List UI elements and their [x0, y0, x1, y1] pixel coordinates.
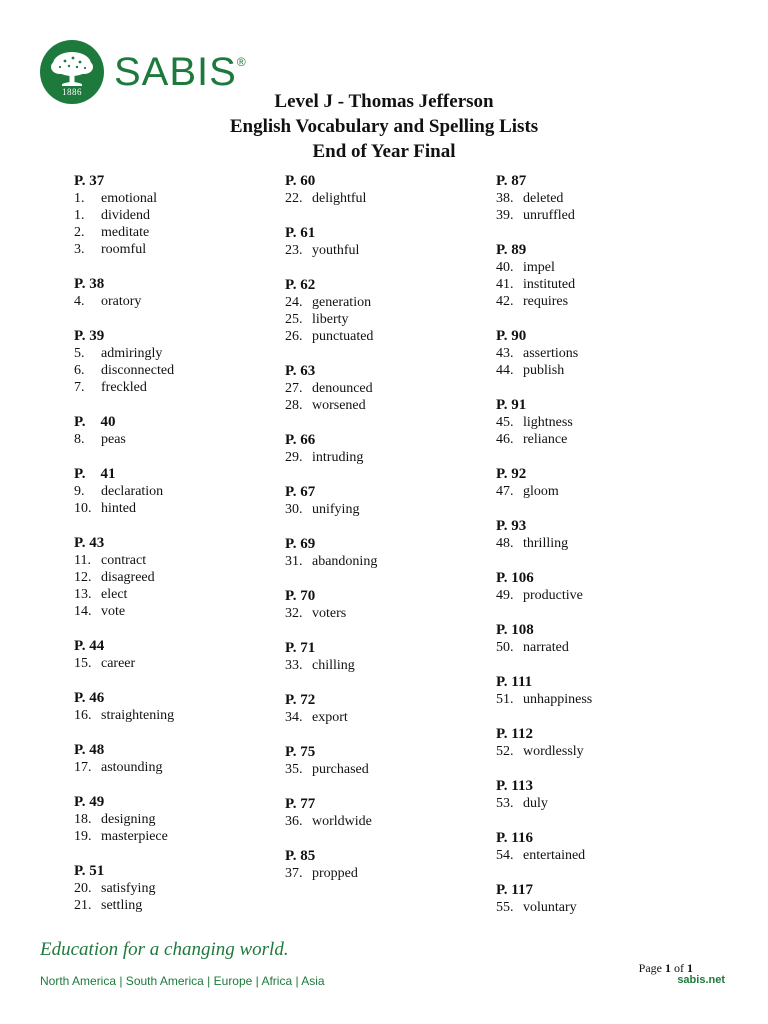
vocab-word: entertained — [523, 848, 586, 863]
vocab-word: oratory — [101, 294, 142, 309]
vocab-word: publish — [523, 363, 565, 378]
page-reference: P. 112 — [496, 726, 533, 742]
word-column-3 — [496, 172, 696, 933]
vocab-item — [285, 190, 475, 207]
vocab-word: admiringly — [101, 346, 163, 361]
page-section — [74, 793, 264, 845]
page-reference: P. 91 — [496, 397, 527, 413]
page-reference: P. 87 — [496, 173, 527, 189]
vocab-item — [285, 380, 475, 397]
item-number: 50. — [496, 640, 514, 655]
vocab-word: straightening — [101, 708, 175, 723]
item-number: 16. — [74, 708, 92, 723]
item-number: 29. — [285, 450, 303, 465]
vocab-item — [496, 639, 696, 656]
page-reference: P. 60 — [285, 173, 316, 189]
vocab-item — [74, 431, 264, 448]
vocab-word: lightness — [523, 415, 573, 430]
page-reference: P. 116 — [496, 830, 533, 846]
page-section — [74, 637, 264, 672]
page-section — [74, 534, 264, 620]
item-number: 13. — [74, 587, 92, 602]
vocab-item — [74, 500, 264, 517]
item-number: 8. — [74, 432, 85, 447]
word-column-1 — [74, 172, 264, 931]
item-number: 51. — [496, 692, 514, 707]
vocab-item — [285, 311, 475, 328]
page-section — [74, 413, 264, 448]
page-section — [285, 691, 475, 726]
page-section — [74, 275, 264, 310]
item-number: 22. — [285, 191, 303, 206]
page-reference: P. 71 — [285, 640, 316, 656]
vocab-item — [496, 276, 696, 293]
page-section — [496, 829, 696, 864]
vocab-item — [285, 294, 475, 311]
page-reference: P. 117 — [496, 882, 533, 898]
vocab-item — [496, 535, 696, 552]
page-section — [285, 743, 475, 778]
vocab-word: unruffled — [523, 208, 575, 223]
vocab-word: voluntary — [523, 900, 577, 915]
item-number: 31. — [285, 554, 303, 569]
page-reference: P. 67 — [285, 484, 316, 500]
page-section — [496, 465, 696, 500]
vocab-item — [74, 552, 264, 569]
item-number: 15. — [74, 656, 92, 671]
item-number: 27. — [285, 381, 303, 396]
footer-website: sabis.net — [677, 974, 725, 986]
page-section — [496, 327, 696, 379]
page-section — [496, 569, 696, 604]
vocab-item — [74, 224, 264, 241]
page-reference: P. 89 — [496, 242, 527, 258]
page-number: Page 1 of 1 — [638, 961, 693, 975]
vocab-item — [74, 569, 264, 586]
page-reference: P. 75 — [285, 744, 316, 760]
item-number: 30. — [285, 502, 303, 517]
vocab-item — [74, 241, 264, 258]
page-section — [496, 777, 696, 812]
page-reference: P. 66 — [285, 432, 316, 448]
page-section — [496, 396, 696, 448]
page-section — [74, 327, 264, 396]
vocab-word: denounced — [312, 381, 373, 396]
vocab-word: gloom — [523, 484, 559, 499]
vocab-word: masterpiece — [101, 829, 168, 844]
title-line-2: English Vocabulary and Spelling Lists — [229, 116, 539, 137]
item-number: 48. — [496, 536, 514, 551]
vocab-word: worldwide — [312, 814, 372, 829]
vocab-word: emotional — [101, 191, 157, 206]
vocab-item — [496, 431, 696, 448]
page-section — [285, 224, 475, 259]
vocab-item — [496, 190, 696, 207]
vocab-item — [74, 586, 264, 603]
page-section — [496, 241, 696, 310]
page-reference: P. 85 — [285, 848, 316, 864]
page-section — [74, 689, 264, 724]
vocab-word: disagreed — [101, 570, 155, 585]
vocab-item — [496, 345, 696, 362]
vocab-word: dividend — [101, 208, 150, 223]
vocab-word: youthful — [312, 243, 360, 258]
vocab-item — [285, 605, 475, 622]
page-section — [285, 535, 475, 570]
footer-tagline: Education for a changing world. — [40, 939, 289, 960]
item-number: 18. — [74, 812, 92, 827]
document-title — [0, 89, 768, 164]
vocab-item — [74, 897, 264, 914]
page-section — [285, 639, 475, 674]
page-reference: P. 77 — [285, 796, 316, 812]
vocab-word: declaration — [101, 484, 164, 499]
page-section — [285, 362, 475, 414]
vocab-word: narrated — [523, 640, 569, 655]
item-number: 20. — [74, 881, 92, 896]
vocab-word: impel — [523, 260, 555, 275]
vocab-word: assertions — [523, 346, 579, 361]
page-section — [285, 431, 475, 466]
vocab-item — [496, 362, 696, 379]
vocab-item — [496, 259, 696, 276]
vocab-item — [285, 761, 475, 778]
vocab-item — [74, 880, 264, 897]
page-reference: P. 113 — [496, 778, 533, 794]
item-number: 53. — [496, 796, 514, 811]
item-number: 37. — [285, 866, 303, 881]
item-number: 5. — [74, 346, 85, 361]
vocab-word: chilling — [312, 658, 355, 673]
vocab-word: freckled — [101, 380, 147, 395]
page-reference: P. 38 — [74, 276, 105, 292]
item-number: 54. — [496, 848, 514, 863]
item-number: 46. — [496, 432, 514, 447]
vocab-item — [496, 207, 696, 224]
vocab-word: disconnected — [101, 363, 175, 378]
page-section — [74, 862, 264, 914]
item-number: 21. — [74, 898, 92, 913]
item-number: 26. — [285, 329, 303, 344]
vocab-word: generation — [312, 295, 372, 310]
item-number: 25. — [285, 312, 303, 327]
item-number: 1. — [74, 208, 85, 223]
vocab-word: worsened — [312, 398, 366, 413]
vocab-word: intruding — [312, 450, 364, 465]
vocab-item — [285, 501, 475, 518]
vocab-item — [74, 603, 264, 620]
vocab-item — [285, 553, 475, 570]
page-reference: P. 51 — [74, 863, 105, 879]
vocab-item — [285, 865, 475, 882]
vocab-word: unhappiness — [523, 692, 593, 707]
item-number: 55. — [496, 900, 514, 915]
page-reference: P. 72 — [285, 692, 316, 708]
vocab-word: unifying — [312, 502, 360, 517]
page-reference: P. 111 — [496, 674, 533, 690]
vocab-item — [74, 379, 264, 396]
item-number: 12. — [74, 570, 92, 585]
vocab-word: satisfying — [101, 881, 156, 896]
vocab-word: meditate — [101, 225, 150, 240]
item-number: 1. — [74, 191, 85, 206]
page-section — [496, 172, 696, 224]
vocab-word: roomful — [101, 242, 147, 257]
page-reference: P. 46 — [74, 690, 105, 706]
page-reference: P. 39 — [74, 328, 105, 344]
item-number: 34. — [285, 710, 303, 725]
page-reference: P. 37 — [74, 173, 105, 189]
page-section — [285, 587, 475, 622]
vocab-item — [285, 657, 475, 674]
item-number: 14. — [74, 604, 92, 619]
item-number: 9. — [74, 484, 85, 499]
page-reference: P. 108 — [496, 622, 534, 638]
vocab-item — [285, 242, 475, 259]
item-number: 4. — [74, 294, 85, 309]
item-number: 36. — [285, 814, 303, 829]
vocab-item — [285, 709, 475, 726]
item-number: 38. — [496, 191, 514, 206]
vocab-word: propped — [312, 866, 358, 881]
page-section — [285, 172, 475, 207]
page-reference: P. 106 — [496, 570, 534, 586]
vocab-word: productive — [523, 588, 583, 603]
item-number: 49. — [496, 588, 514, 603]
item-number: 39. — [496, 208, 514, 223]
title-line-3: End of Year Final — [312, 141, 456, 162]
page-section — [496, 517, 696, 552]
vocab-word: peas — [101, 432, 126, 447]
vocab-item — [496, 847, 696, 864]
founding-year: 1886 — [62, 87, 82, 97]
vocab-word: settling — [101, 898, 143, 913]
item-number: 43. — [496, 346, 514, 361]
item-number: 2. — [74, 225, 85, 240]
vocab-word: export — [312, 710, 348, 725]
vocab-item — [496, 795, 696, 812]
vocab-word: purchased — [312, 762, 369, 777]
item-number: 32. — [285, 606, 303, 621]
page-reference: P. 63 — [285, 363, 316, 379]
vocab-word: reliance — [523, 432, 568, 447]
page-reference: P. 61 — [285, 225, 316, 241]
vocab-word: elect — [101, 587, 128, 602]
page-section — [496, 621, 696, 656]
vocab-item — [496, 483, 696, 500]
vocab-word: wordlessly — [523, 744, 584, 759]
item-number: 24. — [285, 295, 303, 310]
item-number: 19. — [74, 829, 92, 844]
vocab-item — [74, 362, 264, 379]
item-number: 6. — [74, 363, 85, 378]
page-reference: P. 40 — [74, 414, 116, 430]
item-number: 33. — [285, 658, 303, 673]
title-line-1: Level J - Thomas Jefferson — [274, 91, 494, 112]
vocab-word: requires — [523, 294, 569, 309]
page-reference: P. 70 — [285, 588, 316, 604]
vocab-item — [74, 345, 264, 362]
item-number: 52. — [496, 744, 514, 759]
item-number: 17. — [74, 760, 92, 775]
page-reference: P. 44 — [74, 638, 105, 654]
vocab-word: vote — [101, 604, 126, 619]
item-number: 23. — [285, 243, 303, 258]
page-reference: P. 49 — [74, 794, 105, 810]
page-reference: P. 48 — [74, 742, 105, 758]
page-reference: P. 62 — [285, 277, 316, 293]
word-column-2 — [285, 172, 475, 899]
page-reference: P. 93 — [496, 518, 527, 534]
page-reference: P. 43 — [74, 535, 105, 551]
vocab-item — [74, 293, 264, 310]
vocab-word: duly — [523, 796, 548, 811]
page-section — [285, 847, 475, 882]
page-section — [285, 483, 475, 518]
vocab-item — [496, 293, 696, 310]
item-number: 42. — [496, 294, 514, 309]
footer-regions: North America | South America | Europe | Africa | Asia — [40, 974, 325, 988]
vocab-item — [285, 328, 475, 345]
vocab-word: thrilling — [523, 536, 569, 551]
item-number: 7. — [74, 380, 85, 395]
vocab-word: hinted — [101, 501, 136, 516]
vocab-item — [74, 828, 264, 845]
vocab-item — [74, 190, 264, 207]
page-section — [496, 881, 696, 916]
vocab-word: contract — [101, 553, 147, 568]
vocab-item — [74, 207, 264, 224]
vocab-item — [496, 414, 696, 431]
vocab-item — [74, 655, 264, 672]
page-section — [74, 741, 264, 776]
vocab-item — [496, 743, 696, 760]
vocab-item — [74, 707, 264, 724]
vocab-word: abandoning — [312, 554, 378, 569]
vocab-item — [285, 397, 475, 414]
vocab-item — [74, 483, 264, 500]
brand-wordmark: SABIS® — [114, 50, 247, 94]
vocab-item — [74, 759, 264, 776]
vocab-item — [74, 811, 264, 828]
vocab-word: deleted — [523, 191, 564, 206]
page-section — [74, 172, 264, 258]
page-section — [285, 795, 475, 830]
vocab-item — [496, 587, 696, 604]
page-reference: P. 90 — [496, 328, 527, 344]
item-number: 35. — [285, 762, 303, 777]
vocab-word: voters — [312, 606, 347, 621]
vocab-word: delightful — [312, 191, 367, 206]
item-number: 45. — [496, 415, 514, 430]
vocab-word: designing — [101, 812, 156, 827]
vocab-word: punctuated — [312, 329, 374, 344]
item-number: 44. — [496, 363, 514, 378]
item-number: 28. — [285, 398, 303, 413]
item-number: 10. — [74, 501, 92, 516]
vocab-word: astounding — [101, 760, 163, 775]
vocab-item — [285, 449, 475, 466]
page-reference: P. 92 — [496, 466, 527, 482]
page-reference: P. 41 — [74, 466, 116, 482]
item-number: 11. — [74, 553, 91, 568]
item-number: 40. — [496, 260, 514, 275]
vocab-word: liberty — [312, 312, 349, 327]
page-section — [74, 465, 264, 517]
page-section — [496, 725, 696, 760]
vocab-item — [496, 899, 696, 916]
item-number: 41. — [496, 277, 514, 292]
vocab-word: career — [101, 656, 136, 671]
page-reference: P. 69 — [285, 536, 316, 552]
page-section — [285, 276, 475, 345]
page-section — [496, 673, 696, 708]
item-number: 3. — [74, 242, 85, 257]
vocab-word: instituted — [523, 277, 576, 292]
vocab-item — [285, 813, 475, 830]
vocab-item — [496, 691, 696, 708]
item-number: 47. — [496, 484, 514, 499]
